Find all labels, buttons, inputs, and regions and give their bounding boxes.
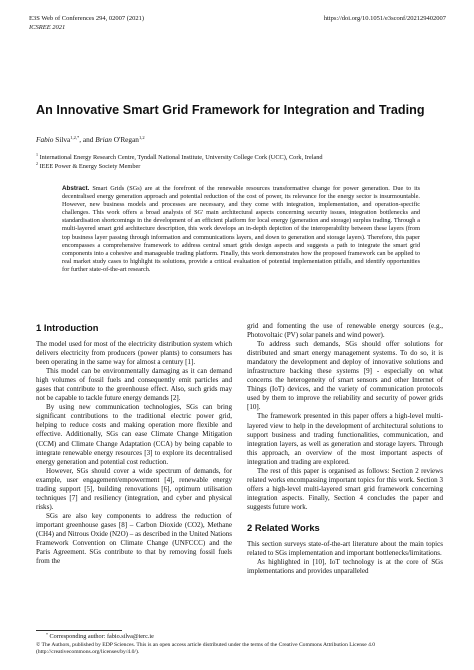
venue-name: ICSREE 2021 <box>29 23 66 31</box>
doi-link[interactable]: https://doi.org/10.1051/e3sconf/202129402007 <box>323 15 446 22</box>
footnote-text: Corresponding author: fabio.silva@ierc.ie <box>49 633 154 640</box>
author-1-first: Fabio <box>36 135 54 144</box>
abstract-label: Abstract. <box>62 185 90 192</box>
affiliation-1-text: International Energy Research Centre, Tyndall National Institute, University College Cork (UCC), Cork, Ireland <box>39 154 323 161</box>
intro-paragraph: SGs are also key components to address the reduction of important greenhouse gases [8] – Carbon Dioxide (CO2), Methane (CH4) and Nitrous Oxide (N2O) – as described in the United Nations Framework Convention on Climate Change (UNFCCC) and the Paris Agreement. SGs contribute to that by removing fossil fuels from the <box>36 511 232 566</box>
left-column <box>36 322 232 566</box>
intro-paragraph: This model can be environmentally damaging as it can demand high volumes of fossil fuels and consequently emit particles and gases that contribute to the greenhouse effect. Also, such grids may not be capable to tackle future energy demands [2]. <box>36 367 232 403</box>
affiliation-2-num: 2 <box>36 161 38 166</box>
author-2-first: Brian <box>95 135 112 144</box>
abstract-text: Smart Grids (SGs) are at the forefront of the renewable resources transformative change for power generation. Due to its decentralised energy generation approach and potential reduction of the cost of power, its relevance for the energy sector is insurmountable. However, new business models and processes are necessary, and they come with integration, implementation, and operation-specific challenges. This work offers a broad analysis of SG' main architectural aspects concerning security issues, integration bottlenecks and standardisation shortcomings in the development of an efficient platform for local energy (generation and storage) surplus trading. Through a multi-layered smart grid architecture description, this work develops an in-depth depiction of the interoperability between these layers (from top business layer passing through information and communications layers, and down to generation and storage layers). Therefore, this paper encompasses a comprehensive framework to address central smart grids design aspects and suggests a path to integrate the smart grid components into a cohesive and manageable trading platform. Finally, this work demonstrates how the proposed framework can be applied to real market study cases to highlight its solutions, provide a critical evaluation of potential implementation pitfalls, and identify opportunities for further state-of-the-art research. <box>62 185 420 273</box>
intro-paragraph: grid and fomenting the use of renewable energy sources (e.g., Photovoltaic (PV) solar panels and wind power). <box>247 322 443 340</box>
intro-paragraph: To address such demands, SGs should offer solutions for distributed and smart energy management systems. To do so, it is mandatory the development and deploy of innovative solutions and infrastructure backing these systems [9] - especially on what concerns the heterogeneity of smart sensors and other Internet of Things (IoT) devices, and the variety of communication protocols used by them to improve the reliability and security of power grids [10]. <box>247 340 443 412</box>
affiliation-1-num: 1 <box>36 152 38 157</box>
author-2-sup: 1,2 <box>138 135 145 140</box>
intro-paragraph: However, SGs should cover a wide spectrum of demands, for example, user engagement/empowerment [4], renewable energy trading support [5], building renovations [6], optimum utilisation techniques [7] and resiliency (integration, and cyber and physical risks). <box>36 466 232 511</box>
intro-paragraph: The rest of this paper is organised as follows: Section 2 reviews related works encompassing important topics for this work. Section 3 offers a high-level multi-layered smart grid framework concerning integration aspects. Finally, Section 4 concludes the paper and suggests future work. <box>247 466 443 511</box>
intro-paragraph: The model used for most of the electricity distribution system which delivers electricity from producers (power plants) to consumers has been operating in the same way for almost a century [1]. <box>36 340 232 367</box>
author-1-last: Silva <box>55 135 71 144</box>
footnote <box>46 632 154 640</box>
conference-name: E3S Web of Conferences 294, 02007 (2021) <box>29 15 145 22</box>
intro-paragraph: By using new communication technologies, SGs can bring significant contributions to the traditional electric power grid, helping to reduce costs and making operation more flexible and effective. Additionally, SGs can ease Climate Change Mitigation (CCM) and Climate Change Adaptation (CCA) by being capable to integrate renewable energy resources [3] to explore its decentralised energy generation and potential cost reduction. <box>36 403 232 466</box>
author-1-sup: 1,2,* <box>70 135 80 140</box>
section-heading-introduction: 1 Introduction <box>36 322 99 333</box>
right-column <box>247 322 443 576</box>
paper-title: An Innovative Smart Grid Framework for Integration and Trading <box>36 103 425 117</box>
abstract <box>62 185 420 274</box>
footnote-rule <box>36 630 122 631</box>
affiliation-2 <box>36 161 140 170</box>
author-2-last: O'Regan <box>113 135 139 144</box>
affiliation-2-text: IEEE Power & Energy Society Member <box>39 163 141 170</box>
intro-paragraph: The framework presented in this paper offers a high-level multi-layered view to help in the development of architectural solutions to support business and trading functionalities, communication, and integration layers, as well as generation and storage layers. Through this approach, an overview of the most important aspects of integration and trading are explored. <box>247 412 443 466</box>
related-paragraph: This section surveys state-of-the-art literature about the main topics related to SGs implementation and important bottlenecks/limitations. <box>247 539 443 558</box>
footnote-mark: * <box>46 632 48 637</box>
license-notice: © The Authors, published by EDP Sciences. This is an open access article distributed under the terms of the Creative Commons Attribution License 4.0 (http://creativecommons.org/licenses/by/4.0/). <box>36 642 376 655</box>
running-header-left <box>29 15 144 32</box>
author-line <box>36 135 145 144</box>
author-conjunction: , and <box>79 135 94 144</box>
related-paragraph: As highlighted in [10], IoT technology is at the core of SGs implementations and provides unparalleled <box>247 558 443 576</box>
affiliation-1 <box>36 152 323 161</box>
section-heading-related-works: 2 Related Works <box>247 521 320 533</box>
section-spacer <box>247 512 443 522</box>
